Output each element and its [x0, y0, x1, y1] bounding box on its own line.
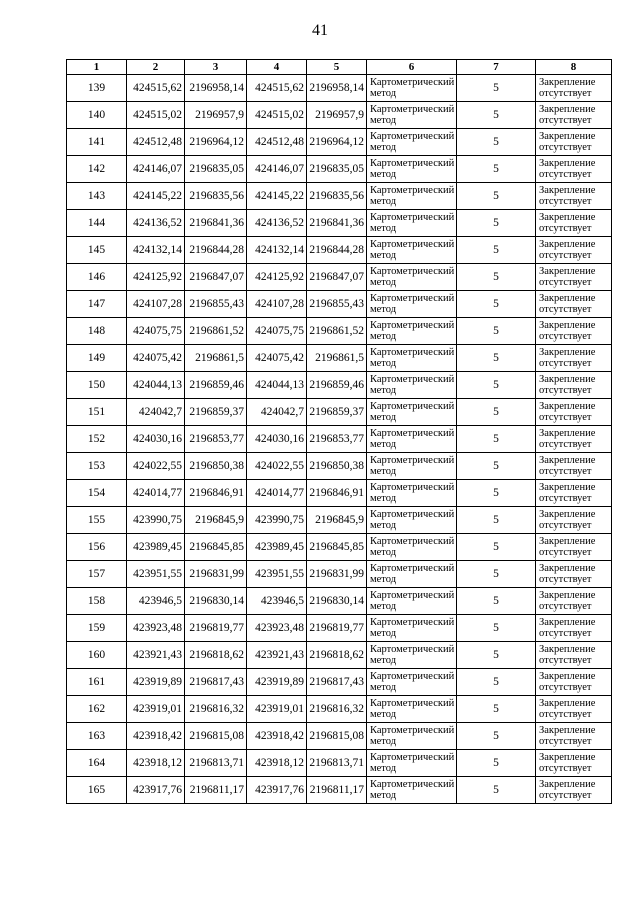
x-existing-cell: 424014,77	[127, 480, 185, 507]
point-number-cell: 153	[67, 453, 127, 480]
table-row	[67, 291, 612, 318]
header-cell: 5	[307, 60, 367, 75]
method-cell: Картометрический метод	[367, 588, 457, 615]
y-existing-cell: 2196815,08	[185, 723, 247, 750]
error-cell: 5	[457, 318, 536, 345]
y-existing-cell: 2196859,46	[185, 372, 247, 399]
fixing-cell: Закрепление отсутствует	[536, 264, 612, 291]
y-new-cell: 2196841,36	[307, 210, 367, 237]
error-cell: 5	[457, 507, 536, 534]
method-cell: Картометрический метод	[367, 723, 457, 750]
method-cell: Картометрический метод	[367, 129, 457, 156]
x-existing-cell: 424022,55	[127, 453, 185, 480]
y-existing-cell: 2196841,36	[185, 210, 247, 237]
error-cell: 5	[457, 669, 536, 696]
table-row	[67, 588, 612, 615]
coordinates-table	[66, 59, 612, 804]
method-cell: Картометрический метод	[367, 372, 457, 399]
x-new-cell: 424022,55	[247, 453, 307, 480]
fixing-cell: Закрепление отсутствует	[536, 426, 612, 453]
fixing-cell: Закрепление отсутствует	[536, 669, 612, 696]
error-cell: 5	[457, 75, 536, 102]
y-new-cell: 2196811,17	[307, 777, 367, 804]
x-new-cell: 424107,28	[247, 291, 307, 318]
header-cell: 2	[127, 60, 185, 75]
fixing-cell: Закрепление отсутствует	[536, 615, 612, 642]
y-existing-cell: 2196964,12	[185, 129, 247, 156]
point-number-cell: 156	[67, 534, 127, 561]
y-existing-cell: 2196845,9	[185, 507, 247, 534]
y-existing-cell: 2196817,43	[185, 669, 247, 696]
x-new-cell: 423989,45	[247, 534, 307, 561]
x-existing-cell: 424042,7	[127, 399, 185, 426]
header-cell: 8	[536, 60, 612, 75]
point-number-cell: 144	[67, 210, 127, 237]
error-cell: 5	[457, 723, 536, 750]
x-existing-cell: 423951,55	[127, 561, 185, 588]
fixing-cell: Закрепление отсутствует	[536, 507, 612, 534]
table-row	[67, 777, 612, 804]
table-row	[67, 696, 612, 723]
x-existing-cell: 424515,62	[127, 75, 185, 102]
fixing-cell: Закрепление отсутствует	[536, 129, 612, 156]
x-existing-cell: 424125,92	[127, 264, 185, 291]
point-number-cell: 145	[67, 237, 127, 264]
error-cell: 5	[457, 129, 536, 156]
x-new-cell: 423918,42	[247, 723, 307, 750]
point-number-cell: 139	[67, 75, 127, 102]
fixing-cell: Закрепление отсутствует	[536, 102, 612, 129]
error-cell: 5	[457, 291, 536, 318]
x-new-cell: 424146,07	[247, 156, 307, 183]
x-existing-cell: 424030,16	[127, 426, 185, 453]
y-new-cell: 2196845,9	[307, 507, 367, 534]
x-new-cell: 423918,12	[247, 750, 307, 777]
x-new-cell: 424075,75	[247, 318, 307, 345]
x-new-cell: 423951,55	[247, 561, 307, 588]
point-number-cell: 147	[67, 291, 127, 318]
point-number-cell: 158	[67, 588, 127, 615]
y-new-cell: 2196958,14	[307, 75, 367, 102]
table-row	[67, 561, 612, 588]
table-row	[67, 102, 612, 129]
y-existing-cell: 2196813,71	[185, 750, 247, 777]
x-new-cell: 423923,48	[247, 615, 307, 642]
table-row	[67, 453, 612, 480]
error-cell: 5	[457, 642, 536, 669]
table-row	[67, 318, 612, 345]
error-cell: 5	[457, 750, 536, 777]
table-row	[67, 345, 612, 372]
y-new-cell: 2196957,9	[307, 102, 367, 129]
table-row	[67, 750, 612, 777]
header-cell: 1	[67, 60, 127, 75]
method-cell: Картометрический метод	[367, 480, 457, 507]
error-cell: 5	[457, 237, 536, 264]
x-existing-cell: 423923,48	[127, 615, 185, 642]
error-cell: 5	[457, 561, 536, 588]
x-existing-cell: 424145,22	[127, 183, 185, 210]
y-new-cell: 2196830,14	[307, 588, 367, 615]
table-row	[67, 183, 612, 210]
method-cell: Картометрический метод	[367, 75, 457, 102]
point-number-cell: 162	[67, 696, 127, 723]
x-new-cell: 423917,76	[247, 777, 307, 804]
header-cell: 6	[367, 60, 457, 75]
point-number-cell: 151	[67, 399, 127, 426]
y-existing-cell: 2196835,05	[185, 156, 247, 183]
method-cell: Картометрический метод	[367, 264, 457, 291]
method-cell: Картометрический метод	[367, 750, 457, 777]
fixing-cell: Закрепление отсутствует	[536, 237, 612, 264]
x-new-cell: 423919,89	[247, 669, 307, 696]
y-new-cell: 2196847,07	[307, 264, 367, 291]
error-cell: 5	[457, 210, 536, 237]
x-existing-cell: 423946,5	[127, 588, 185, 615]
method-cell: Картометрический метод	[367, 426, 457, 453]
point-number-cell: 154	[67, 480, 127, 507]
fixing-cell: Закрепление отсутствует	[536, 642, 612, 669]
x-existing-cell: 423918,42	[127, 723, 185, 750]
y-new-cell: 2196861,52	[307, 318, 367, 345]
fixing-cell: Закрепление отсутствует	[536, 696, 612, 723]
method-cell: Картометрический метод	[367, 615, 457, 642]
fixing-cell: Закрепление отсутствует	[536, 345, 612, 372]
point-number-cell: 141	[67, 129, 127, 156]
table-row	[67, 372, 612, 399]
method-cell: Картометрический метод	[367, 399, 457, 426]
fixing-cell: Закрепление отсутствует	[536, 723, 612, 750]
table-row	[67, 480, 612, 507]
header-cell: 7	[457, 60, 536, 75]
point-number-cell: 160	[67, 642, 127, 669]
error-cell: 5	[457, 453, 536, 480]
y-existing-cell: 2196861,52	[185, 318, 247, 345]
x-existing-cell: 424044,13	[127, 372, 185, 399]
error-cell: 5	[457, 345, 536, 372]
x-existing-cell: 424146,07	[127, 156, 185, 183]
point-number-cell: 164	[67, 750, 127, 777]
table-row	[67, 534, 612, 561]
x-existing-cell: 423918,12	[127, 750, 185, 777]
x-existing-cell: 424075,75	[127, 318, 185, 345]
method-cell: Картометрический метод	[367, 696, 457, 723]
table-row	[67, 642, 612, 669]
x-new-cell: 424515,62	[247, 75, 307, 102]
method-cell: Картометрический метод	[367, 669, 457, 696]
y-existing-cell: 2196853,77	[185, 426, 247, 453]
y-new-cell: 2196859,37	[307, 399, 367, 426]
y-existing-cell: 2196844,28	[185, 237, 247, 264]
point-number-cell: 142	[67, 156, 127, 183]
x-existing-cell: 424515,02	[127, 102, 185, 129]
method-cell: Картометрический метод	[367, 453, 457, 480]
table-row	[67, 723, 612, 750]
error-cell: 5	[457, 696, 536, 723]
y-new-cell: 2196816,32	[307, 696, 367, 723]
fixing-cell: Закрепление отсутствует	[536, 291, 612, 318]
fixing-cell: Закрепление отсутствует	[536, 372, 612, 399]
y-existing-cell: 2196846,91	[185, 480, 247, 507]
y-existing-cell: 2196845,85	[185, 534, 247, 561]
method-cell: Картометрический метод	[367, 291, 457, 318]
y-new-cell: 2196846,91	[307, 480, 367, 507]
y-existing-cell: 2196830,14	[185, 588, 247, 615]
x-existing-cell: 424075,42	[127, 345, 185, 372]
x-new-cell: 424042,7	[247, 399, 307, 426]
point-number-cell: 163	[67, 723, 127, 750]
point-number-cell: 152	[67, 426, 127, 453]
x-existing-cell: 424512,48	[127, 129, 185, 156]
table-row	[67, 669, 612, 696]
y-new-cell: 2196835,05	[307, 156, 367, 183]
y-new-cell: 2196835,56	[307, 183, 367, 210]
y-new-cell: 2196819,77	[307, 615, 367, 642]
error-cell: 5	[457, 156, 536, 183]
y-existing-cell: 2196831,99	[185, 561, 247, 588]
y-existing-cell: 2196818,62	[185, 642, 247, 669]
y-existing-cell: 2196811,17	[185, 777, 247, 804]
y-existing-cell: 2196958,14	[185, 75, 247, 102]
y-existing-cell: 2196855,43	[185, 291, 247, 318]
x-new-cell: 424125,92	[247, 264, 307, 291]
fixing-cell: Закрепление отсутствует	[536, 318, 612, 345]
error-cell: 5	[457, 588, 536, 615]
method-cell: Картометрический метод	[367, 210, 457, 237]
method-cell: Картометрический метод	[367, 642, 457, 669]
x-new-cell: 424030,16	[247, 426, 307, 453]
point-number-cell: 148	[67, 318, 127, 345]
y-existing-cell: 2196816,32	[185, 696, 247, 723]
y-new-cell: 2196818,62	[307, 642, 367, 669]
fixing-cell: Закрепление отсутствует	[536, 588, 612, 615]
x-new-cell: 423946,5	[247, 588, 307, 615]
x-existing-cell: 423990,75	[127, 507, 185, 534]
y-new-cell: 2196844,28	[307, 237, 367, 264]
error-cell: 5	[457, 399, 536, 426]
y-new-cell: 2196853,77	[307, 426, 367, 453]
header-cell: 4	[247, 60, 307, 75]
point-number-cell: 150	[67, 372, 127, 399]
x-existing-cell: 424107,28	[127, 291, 185, 318]
method-cell: Картометрический метод	[367, 507, 457, 534]
table-row	[67, 264, 612, 291]
point-number-cell: 143	[67, 183, 127, 210]
error-cell: 5	[457, 372, 536, 399]
y-new-cell: 2196850,38	[307, 453, 367, 480]
x-existing-cell: 423989,45	[127, 534, 185, 561]
table-row	[67, 210, 612, 237]
y-new-cell: 2196859,46	[307, 372, 367, 399]
y-existing-cell: 2196819,77	[185, 615, 247, 642]
method-cell: Картометрический метод	[367, 534, 457, 561]
header-cell: 3	[185, 60, 247, 75]
error-cell: 5	[457, 426, 536, 453]
x-new-cell: 424132,14	[247, 237, 307, 264]
x-existing-cell: 423921,43	[127, 642, 185, 669]
point-number-cell: 157	[67, 561, 127, 588]
y-existing-cell: 2196861,5	[185, 345, 247, 372]
method-cell: Картометрический метод	[367, 156, 457, 183]
x-existing-cell: 424132,14	[127, 237, 185, 264]
y-existing-cell: 2196859,37	[185, 399, 247, 426]
x-new-cell: 424145,22	[247, 183, 307, 210]
method-cell: Картометрический метод	[367, 561, 457, 588]
error-cell: 5	[457, 615, 536, 642]
y-new-cell: 2196845,85	[307, 534, 367, 561]
method-cell: Картометрический метод	[367, 345, 457, 372]
x-new-cell: 423990,75	[247, 507, 307, 534]
point-number-cell: 161	[67, 669, 127, 696]
method-cell: Картометрический метод	[367, 318, 457, 345]
error-cell: 5	[457, 480, 536, 507]
x-new-cell: 423921,43	[247, 642, 307, 669]
fixing-cell: Закрепление отсутствует	[536, 210, 612, 237]
table-row	[67, 156, 612, 183]
fixing-cell: Закрепление отсутствует	[536, 480, 612, 507]
method-cell: Картометрический метод	[367, 237, 457, 264]
point-number-cell: 146	[67, 264, 127, 291]
method-cell: Картометрический метод	[367, 777, 457, 804]
fixing-cell: Закрепление отсутствует	[536, 156, 612, 183]
x-new-cell: 424075,42	[247, 345, 307, 372]
fixing-cell: Закрепление отсутствует	[536, 183, 612, 210]
y-new-cell: 2196813,71	[307, 750, 367, 777]
x-new-cell: 424136,52	[247, 210, 307, 237]
table-row	[67, 237, 612, 264]
fixing-cell: Закрепление отсутствует	[536, 399, 612, 426]
fixing-cell: Закрепление отсутствует	[536, 453, 612, 480]
y-new-cell: 2196855,43	[307, 291, 367, 318]
method-cell: Картометрический метод	[367, 102, 457, 129]
y-new-cell: 2196964,12	[307, 129, 367, 156]
x-new-cell: 424014,77	[247, 480, 307, 507]
header-row	[67, 60, 612, 75]
x-existing-cell: 423919,89	[127, 669, 185, 696]
fixing-cell: Закрепление отсутствует	[536, 750, 612, 777]
y-existing-cell: 2196847,07	[185, 264, 247, 291]
error-cell: 5	[457, 534, 536, 561]
page-number: 41	[312, 22, 328, 39]
error-cell: 5	[457, 777, 536, 804]
point-number-cell: 165	[67, 777, 127, 804]
point-number-cell: 155	[67, 507, 127, 534]
x-existing-cell: 424136,52	[127, 210, 185, 237]
point-number-cell: 140	[67, 102, 127, 129]
x-new-cell: 423919,01	[247, 696, 307, 723]
x-existing-cell: 423919,01	[127, 696, 185, 723]
x-new-cell: 424512,48	[247, 129, 307, 156]
y-existing-cell: 2196850,38	[185, 453, 247, 480]
x-new-cell: 424044,13	[247, 372, 307, 399]
x-new-cell: 424515,02	[247, 102, 307, 129]
y-existing-cell: 2196835,56	[185, 183, 247, 210]
fixing-cell: Закрепление отсутствует	[536, 561, 612, 588]
y-new-cell: 2196861,5	[307, 345, 367, 372]
table-row	[67, 507, 612, 534]
fixing-cell: Закрепление отсутствует	[536, 75, 612, 102]
x-existing-cell: 423917,76	[127, 777, 185, 804]
table-row	[67, 426, 612, 453]
y-new-cell: 2196815,08	[307, 723, 367, 750]
error-cell: 5	[457, 183, 536, 210]
point-number-cell: 159	[67, 615, 127, 642]
table-row	[67, 615, 612, 642]
y-new-cell: 2196817,43	[307, 669, 367, 696]
y-new-cell: 2196831,99	[307, 561, 367, 588]
fixing-cell: Закрепление отсутствует	[536, 534, 612, 561]
fixing-cell: Закрепление отсутствует	[536, 777, 612, 804]
y-existing-cell: 2196957,9	[185, 102, 247, 129]
error-cell: 5	[457, 264, 536, 291]
table-row	[67, 75, 612, 102]
table-row	[67, 129, 612, 156]
point-number-cell: 149	[67, 345, 127, 372]
method-cell: Картометрический метод	[367, 183, 457, 210]
table-row	[67, 399, 612, 426]
error-cell: 5	[457, 102, 536, 129]
